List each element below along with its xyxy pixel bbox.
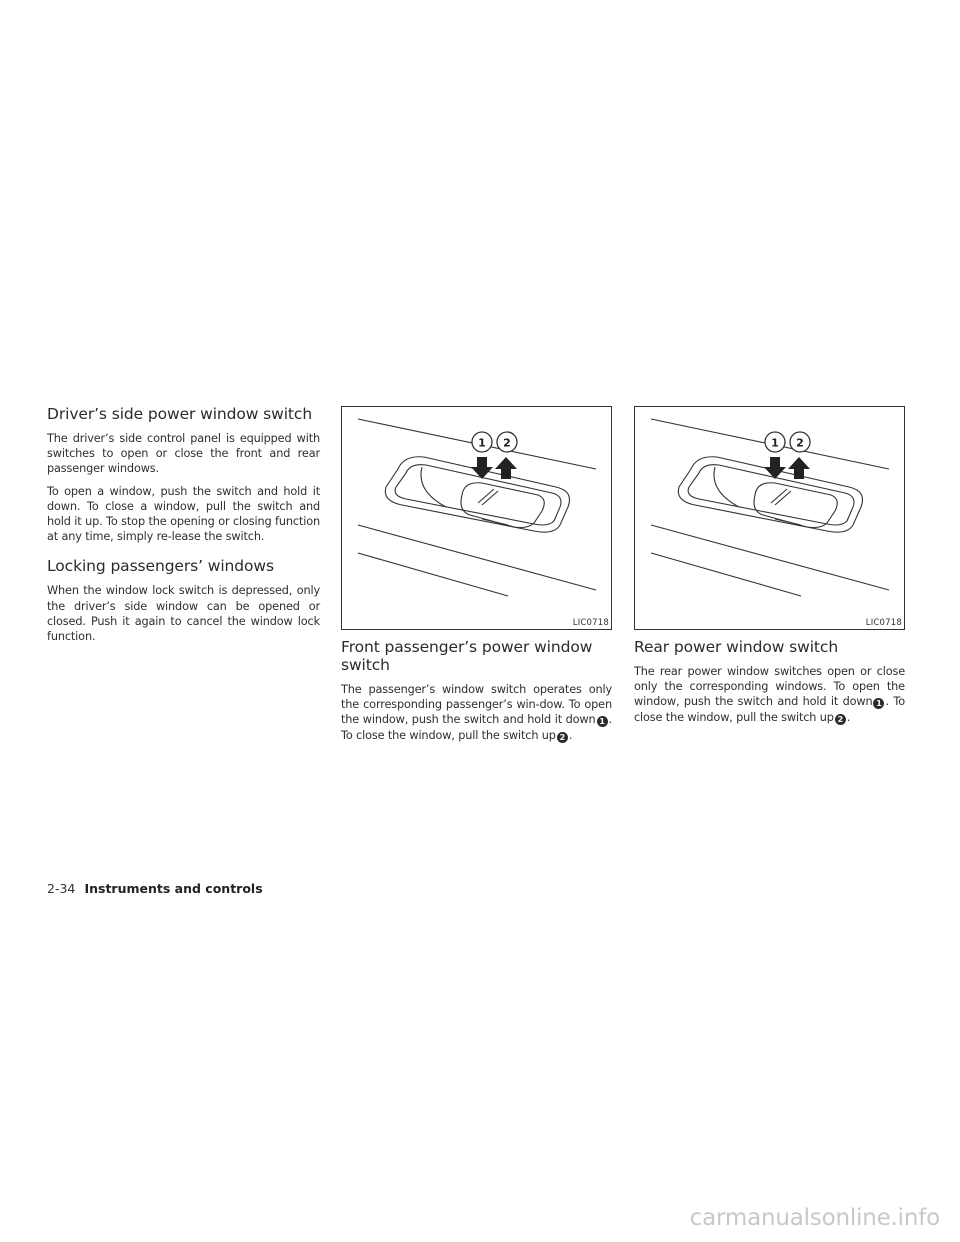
callout-2-label: 2 bbox=[503, 436, 511, 450]
paragraph-open-close-instructions: To open a window, push the switch and hold it down. To close a window, pull the switch and hold it up. To stop the opening or closing function at any time, simply re-lease the switch. bbox=[47, 484, 320, 544]
paragraph-control-panel: The driver’s side control panel is equipped with switches to open or close the front and rear passenger windows. bbox=[47, 432, 320, 476]
callout-labels bbox=[472, 432, 517, 452]
pull-up-arrow-icon bbox=[788, 457, 810, 479]
callout-1-icon: 1 bbox=[597, 716, 608, 727]
text-part: The rear power window switches open or close only the corresponding windows. To open the window, push the switch and hold it down bbox=[634, 665, 905, 709]
heading-rear-switch: Rear power window switch bbox=[634, 638, 839, 656]
watermark: carmanualsonline.info bbox=[689, 1205, 940, 1231]
middle-column bbox=[341, 406, 612, 750]
callout-2-label: 2 bbox=[796, 436, 804, 450]
figure-code: LIC0718 bbox=[572, 618, 609, 628]
pull-up-arrow-icon bbox=[495, 457, 517, 479]
callout-1-icon: 1 bbox=[873, 698, 884, 709]
right-column bbox=[634, 406, 905, 732]
text-part: . To close the window, pull the switch up bbox=[634, 695, 905, 724]
rear-switch-figure bbox=[634, 406, 905, 630]
text-part: The passenger’s window switch operates only the corresponding passenger’s win-dow. To open the window, push the switch and hold it down bbox=[341, 683, 612, 727]
switch-illustration bbox=[635, 407, 906, 631]
heading-front-passenger-switch: Front passenger’s power window switch bbox=[341, 638, 593, 674]
paragraph-rear-switch bbox=[634, 664, 905, 725]
callout-2-icon: 2 bbox=[557, 732, 568, 743]
callout-2-icon: 2 bbox=[835, 714, 846, 725]
left-column bbox=[47, 405, 320, 651]
callout-labels bbox=[765, 432, 810, 452]
section-title: Instruments and controls bbox=[84, 881, 263, 896]
switch-illustration bbox=[342, 407, 613, 631]
text-part: . bbox=[846, 710, 851, 724]
text-part: . To close the window, pull the switch up bbox=[341, 713, 612, 742]
paragraph-passenger-switch bbox=[341, 682, 612, 743]
callout-1-label: 1 bbox=[771, 436, 779, 450]
paragraph-window-lock: When the window lock switch is depressed, only the driver’s side window can be opened or closed. Push it again to cancel the window lock function. bbox=[47, 584, 320, 644]
heading-locking-windows: Locking passengers’ windows bbox=[47, 557, 274, 576]
heading-driver-side-switch: Driver’s side power window switch bbox=[47, 405, 313, 423]
callout-1-label: 1 bbox=[478, 436, 486, 450]
figure-code: LIC0718 bbox=[865, 618, 902, 628]
page-footer bbox=[47, 878, 263, 897]
text-part: . bbox=[568, 728, 573, 742]
page-number: 2-34 bbox=[47, 881, 76, 896]
front-passenger-switch-figure bbox=[341, 406, 612, 630]
